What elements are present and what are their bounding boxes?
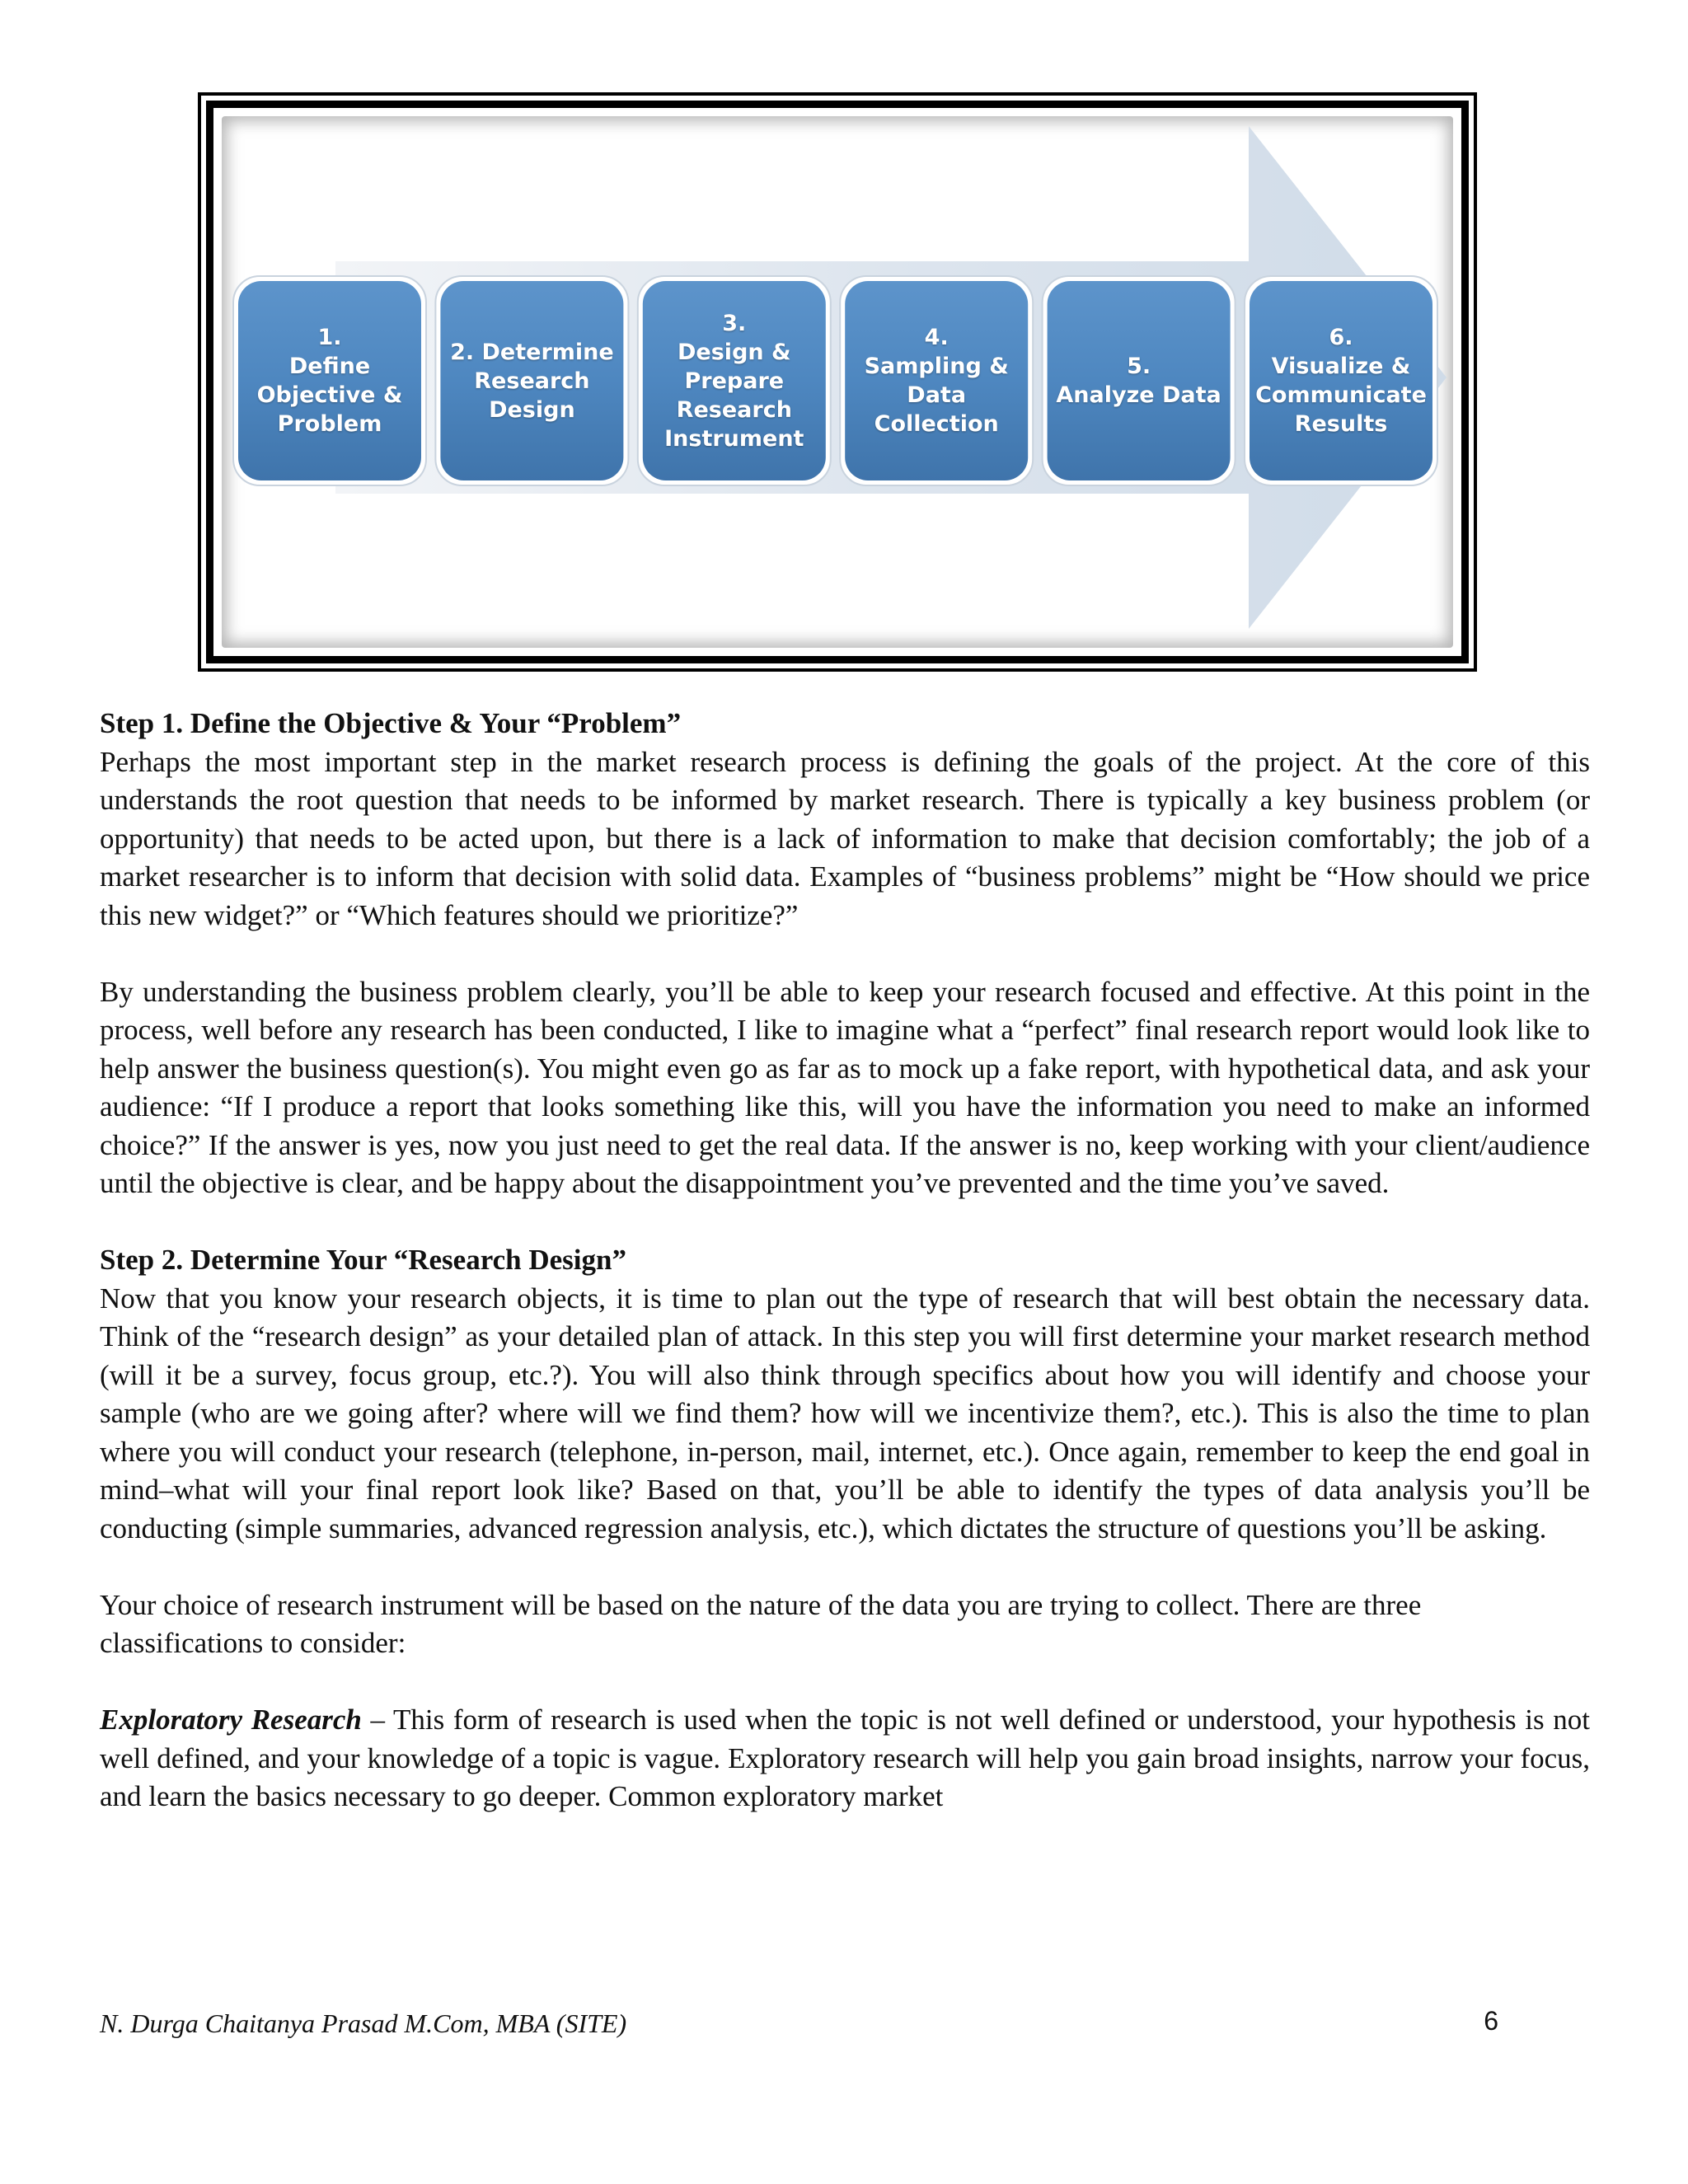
process-step-label-line: 5. xyxy=(1127,354,1151,379)
footer-author: N. Durga Chaitanya Prasad M.Com, MBA (SITE) xyxy=(100,2008,627,2038)
process-step-label-line: Problem xyxy=(277,411,382,437)
process-step-label xyxy=(845,281,1028,480)
exploratory-research-paragraph xyxy=(100,1701,1590,1816)
page-number: 6 xyxy=(1484,2006,1498,2036)
process-step-label xyxy=(643,281,826,480)
process-step-label xyxy=(1250,281,1432,480)
step2-heading: Step 2. Determine Your “Research Design” xyxy=(100,1244,626,1276)
process-step-label-line: Define xyxy=(288,354,371,379)
process-step-label-line: Research xyxy=(474,368,590,394)
process-step-label-line: Prepare xyxy=(684,368,785,394)
process-step-label-line: Collection xyxy=(874,411,999,437)
process-step-label-line: 6. xyxy=(1329,325,1353,350)
process-step-label-line: Data xyxy=(907,382,967,408)
exploratory-research-text: – This form of research is used when the topic is not well defined or understood, your hypothesis is not well defined, and your knowledge of a topic is vague. Exploratory research will help you gain broad insights, narrow your focus, and learn the basics necessary to go deeper. Common exploratory market xyxy=(100,1704,1590,1812)
process-step-label-line: Instrument xyxy=(664,425,804,452)
process-step-label xyxy=(238,281,421,480)
step2-paragraph-1: Now that you know your research objects, it is time to plan out the type of research that will best obtain the necessary data. Think of the “research design” as your detailed plan of attack. In this step you will first determine your market research method (will it be a survey, focus group, etc.?). You will also think through specifics about how you will identify and choose your sample (who are we going after? where will we find them? how will we incentivize them?, etc.). This is also the time to plan where you will conduct your research (telephone, in-person, mail, internet, etc.). Once again, remember to keep the end goal in mind–what will your final report look like? Based on that, you’ll be able to identify the types of data analysis you’ll be conducting (simple summaries, advanced regression analysis, etc.), which dictates the structure of questions you’ll be asking. xyxy=(100,1282,1590,1544)
process-figure xyxy=(222,116,1453,648)
process-step-label-line: 4. xyxy=(924,325,949,350)
process-step-label-line: Objective & xyxy=(256,382,403,408)
step1-heading: Step 1. Define the Objective & Your “Problem” xyxy=(100,707,682,739)
document-body xyxy=(100,705,1590,1816)
process-step-label-line: 3. xyxy=(722,310,747,336)
step2-paragraph-2: Your choice of research instrument will be based on the nature of the data you are trying to collect. There are three classifications to consider: xyxy=(100,1588,1422,1659)
process-step-label-line: Results xyxy=(1294,411,1388,437)
process-step-label-line: Communicate xyxy=(1255,382,1427,408)
step1-paragraph-1: Perhaps the most important step in the market research process is defining the goals of the project. At the core of this understands the root question that needs to be informed by market research. There is typically a key business problem (or opportunity) that needs to be acted upon, but there is a lack of information to make that decision comfortably; the job of a market researcher is to inform that decision with solid data. Examples of “business problems” might be “How should we price this new widget?” or “Which features should we prioritize?” xyxy=(100,745,1590,931)
process-step-label-line: Analyze Data xyxy=(1056,382,1221,408)
process-step-label-line: Sampling & xyxy=(864,354,1009,379)
process-step-label xyxy=(440,281,623,480)
process-figure-frame xyxy=(206,101,1469,663)
process-step-label-line: Design & xyxy=(678,339,791,365)
process-step-label-line: Design xyxy=(489,396,575,423)
process-step-label-line: Research xyxy=(676,396,792,423)
process-step-label-line: 1. xyxy=(317,325,342,350)
process-step-label-line: Visualize & xyxy=(1271,354,1411,379)
exploratory-research-term: Exploratory Research xyxy=(100,1704,362,1736)
process-step-label-line: 2. Determine xyxy=(450,339,614,365)
process-step-label xyxy=(1048,281,1231,480)
step1-paragraph-2: By understanding the business problem clearly, you’ll be able to keep your research focused and effective. At this point in the process, well before any research has been conducted, I like to imagine what a “perfect” final research report would look like to help answer the business question(s). You might even go as far as to mock up a fake report, with hypothetical data, and ask your audience: “If I produce a report that looks something like this, will you have the information you need to make an informed choice?” If the answer is yes, now you just need to get the real data. If the answer is no, keep working with your client/audience until the objective is clear, and be happy about the disappointment you’ve prevented and the time you’ve saved. xyxy=(100,975,1590,1199)
